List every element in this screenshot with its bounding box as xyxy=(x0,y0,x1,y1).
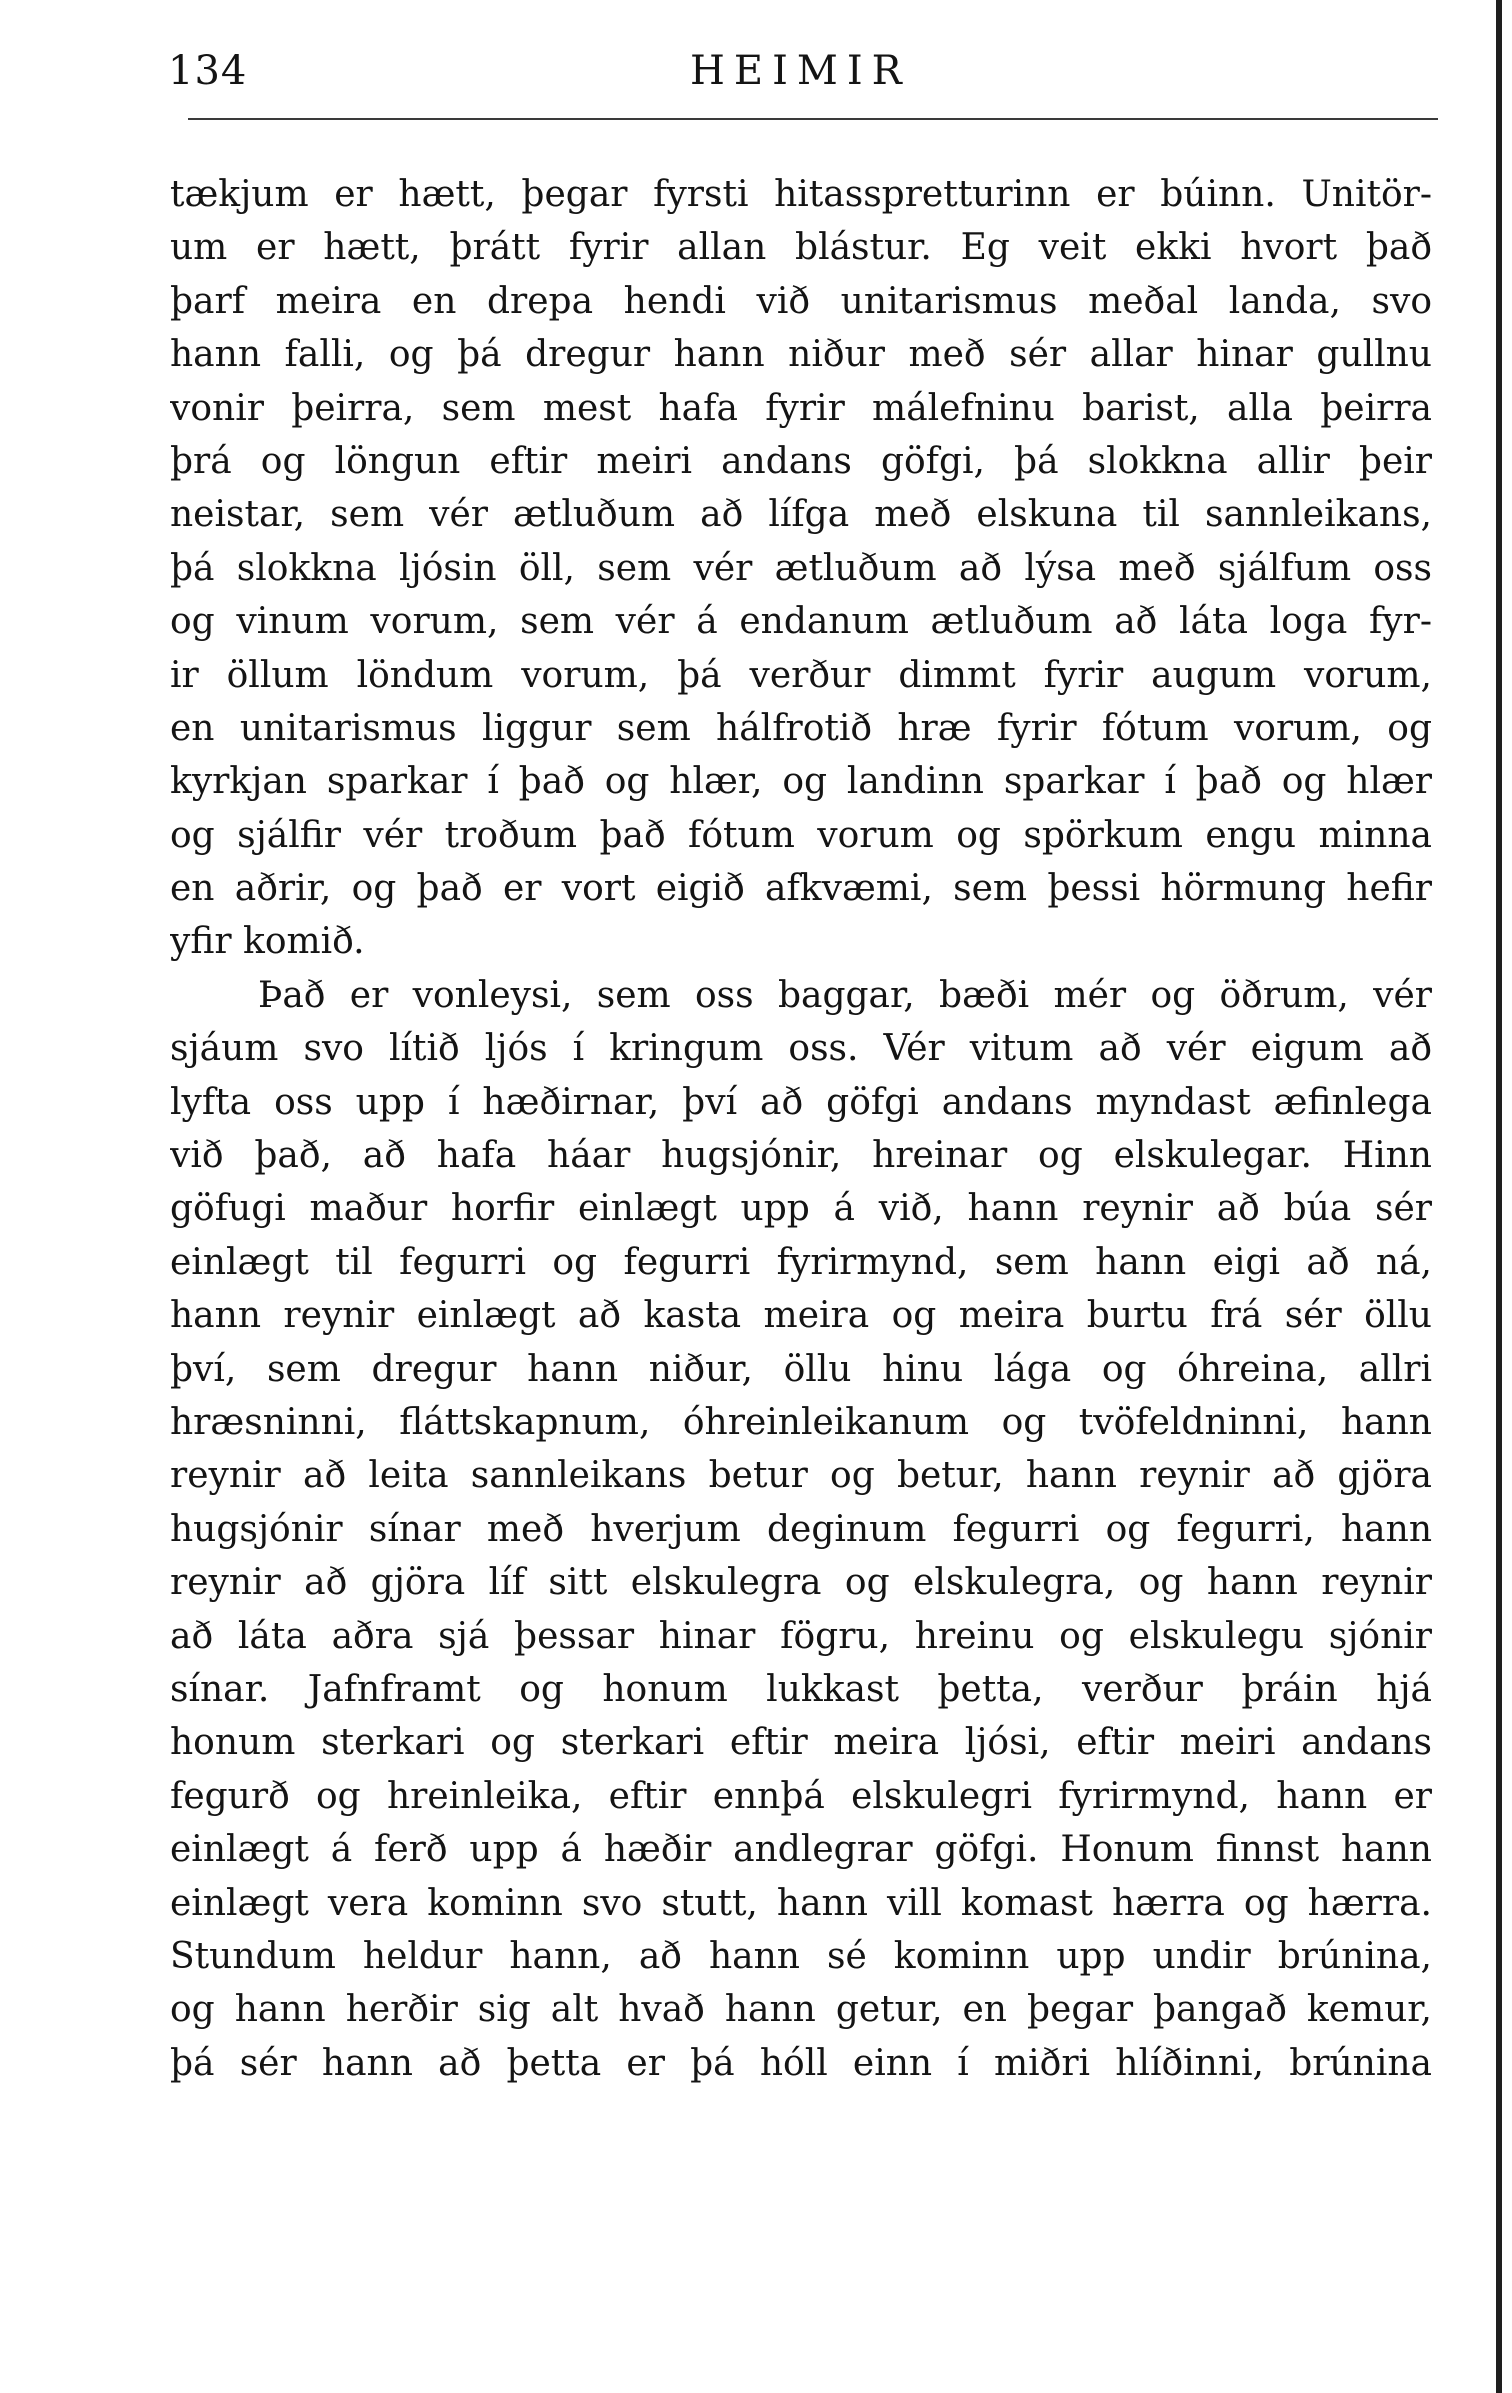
text-line: og vinum vorum, sem vér á endanum ætluðum að láta loga fyr- xyxy=(170,601,1432,643)
text-line: lyfta oss upp í hæðirnar, því að göfgi andans myndast æfinlega xyxy=(170,1081,1432,1123)
text-line: einlægt á ferð upp á hæðir andlegrar göfgi. Honum finnst hann xyxy=(170,1829,1432,1871)
text-line: sínar. Jafnframt og honum lukkast þetta, verður þráin hjá xyxy=(170,1668,1432,1710)
paragraph-start-line: Það er vonleysi, sem oss baggar, bæði mér og öðrum, vér xyxy=(258,974,1432,1016)
text-line: Stundum heldur hann, að hann sé kominn upp undir brúnina, xyxy=(170,1935,1432,1977)
text-line: þrá og löngun eftir meiri andans göfgi, þá slokkna allir þeir xyxy=(170,440,1432,482)
text-line: og sjálfir vér troðum það fótum vorum og spörkum engu minna xyxy=(170,814,1432,856)
text-line: vonir þeirra, sem mest hafa fyrir málefninu barist, alla þeirra xyxy=(170,387,1432,429)
text-line: göfugi maður horfir einlægt upp á við, hann reynir að búa sér xyxy=(170,1188,1432,1230)
text-line: einlægt vera kominn svo stutt, hann vill komast hærra og hærra. xyxy=(170,1882,1432,1924)
page-number: 134 xyxy=(168,48,248,94)
text-line: því, sem dregur hann niður, öllu hinu lága og óhreina, allri xyxy=(170,1348,1432,1390)
text-line: þá sér hann að þetta er þá hóll einn í miðri hlíðinni, brúnina xyxy=(170,2042,1432,2084)
text-line: fegurð og hreinleika, eftir ennþá elskulegri fyrirmynd, hann er xyxy=(170,1775,1432,1817)
header-rule xyxy=(188,118,1438,120)
running-head: HEIMIR xyxy=(690,48,911,94)
text-line: þarf meira en drepa hendi við unitarismus meðal landa, svo xyxy=(170,280,1432,322)
text-line: honum sterkari og sterkari eftir meira ljósi, eftir meiri andans xyxy=(170,1722,1432,1764)
text-line: reynir að leita sannleikans betur og betur, hann reynir að gjöra xyxy=(170,1455,1432,1497)
text-line: neistar, sem vér ætluðum að lífga með elskuna til sannleikans, xyxy=(170,494,1432,536)
paragraph-end-line: yfir komið. xyxy=(170,921,365,963)
text-line: reynir að gjöra líf sitt elskulegra og elskulegra, og hann reynir xyxy=(170,1562,1432,1604)
text-line: að láta aðra sjá þessar hinar fögru, hreinu og elskulegu sjónir xyxy=(170,1615,1432,1657)
body-text xyxy=(170,168,1432,2090)
text-line: tækjum er hætt, þegar fyrsti hitasspretturinn er búinn. Unitör- xyxy=(170,174,1432,215)
page-edge-line xyxy=(1496,0,1502,2393)
text-line: ir öllum löndum vorum, þá verður dimmt fyrir augum vorum, xyxy=(170,654,1432,696)
text-line: við það, að hafa háar hugsjónir, hreinar og elskulegar. Hinn xyxy=(170,1135,1432,1177)
text-line: kyrkjan sparkar í það og hlær, og landinn sparkar í það og hlær xyxy=(170,761,1432,803)
text-line: sjáum svo lítið ljós í kringum oss. Vér vitum að vér eigum að xyxy=(170,1028,1432,1070)
text-line: hann falli, og þá dregur hann niður með sér allar hinar gullnu xyxy=(170,334,1432,376)
text-line: um er hætt, þrátt fyrir allan blástur. Eg veit ekki hvort það xyxy=(170,227,1432,269)
text-line: en unitarismus liggur sem hálfrotið hræ fyrir fótum vorum, og xyxy=(170,707,1432,749)
text-line: þá slokkna ljósin öll, sem vér ætluðum að lýsa með sjálfum oss xyxy=(170,547,1432,589)
text-line: og hann herðir sig alt hvað hann getur, en þegar þangað kemur, xyxy=(170,1989,1432,2031)
text-line: hugsjónir sínar með hverjum deginum fegurri og fegurri, hann xyxy=(170,1508,1432,1550)
text-line: hræsninni, fláttskapnum, óhreinleikanum og tvöfeldninni, hann xyxy=(170,1401,1432,1443)
text-line: en aðrir, og það er vort eigið afkvæmi, sem þessi hörmung hefir xyxy=(170,868,1432,910)
text-line: hann reynir einlægt að kasta meira og meira burtu frá sér öllu xyxy=(170,1295,1432,1337)
text-line: einlægt til fegurri og fegurri fyrirmynd, sem hann eigi að ná, xyxy=(170,1241,1432,1283)
